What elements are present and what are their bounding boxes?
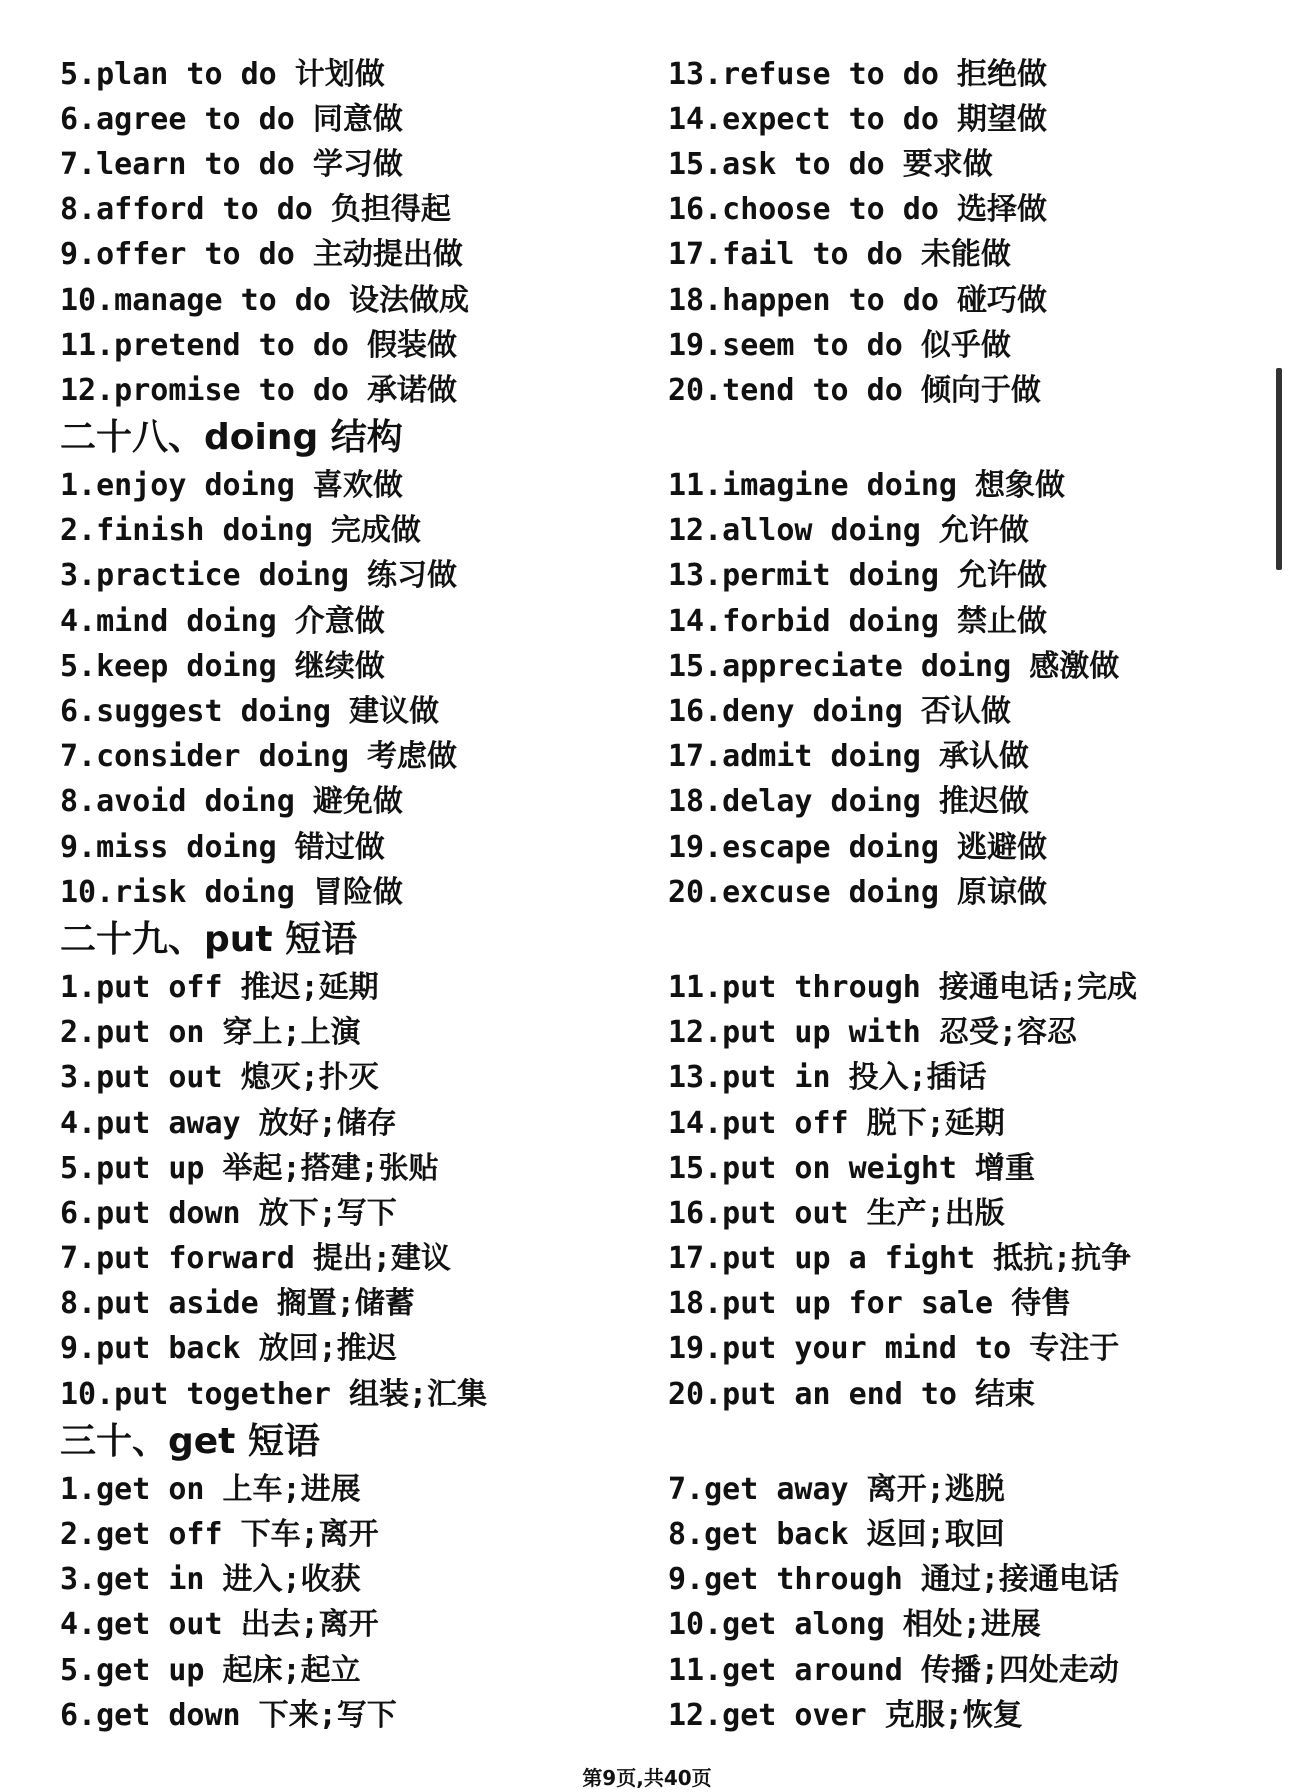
list-item: 14.forbid doing 禁止做 <box>668 603 1047 639</box>
list-item: 13.permit doing 允许做 <box>668 558 1047 594</box>
list-item: 2.get off 下车;离开 <box>60 1517 379 1553</box>
list-item: 1.put off 推迟;延期 <box>60 969 379 1005</box>
list-item: 9.miss doing 错过做 <box>60 829 385 865</box>
phrase-list <box>60 48 1240 1734</box>
list-item: 18.delay doing 推迟做 <box>668 784 1029 820</box>
section-heading-row <box>60 1413 1240 1463</box>
list-item: 11.pretend to do 假装做 <box>60 327 458 363</box>
list-row <box>60 1554 1240 1599</box>
list-item: 9.put back 放回;推迟 <box>60 1331 397 1367</box>
list-item: 12.promise to do 承诺做 <box>60 372 458 408</box>
section <box>60 410 1240 912</box>
list-item: 18.put up for sale 待售 <box>668 1286 1072 1322</box>
list-item: 10.put together 组装;汇集 <box>60 1376 488 1412</box>
list-item: 16.deny doing 否认做 <box>668 694 1011 730</box>
list-row <box>60 505 1240 550</box>
section-heading: 二十九、put 短语 <box>60 918 358 960</box>
list-row <box>60 821 1240 866</box>
list-item: 6.suggest doing 建议做 <box>60 694 439 730</box>
list-row <box>60 866 1240 911</box>
list-item: 9.get through 通过;接通电话 <box>668 1562 1119 1598</box>
list-row <box>60 640 1240 685</box>
list-item: 19.seem to do 似乎做 <box>668 327 1011 363</box>
scrollbar[interactable] <box>1276 368 1282 570</box>
list-row <box>60 685 1240 730</box>
list-row <box>60 1052 1240 1097</box>
list-row <box>60 1323 1240 1368</box>
list-row <box>60 776 1240 821</box>
list-item: 15.appreciate doing 感激做 <box>668 648 1120 684</box>
list-item: 19.put your mind to 专注于 <box>668 1331 1120 1367</box>
list-item: 10.get along 相处;进展 <box>668 1607 1041 1643</box>
list-item: 4.get out 出去;离开 <box>60 1607 379 1643</box>
list-item: 16.choose to do 选择做 <box>668 192 1047 228</box>
list-row <box>60 364 1240 409</box>
list-item: 7.learn to do 学习做 <box>60 146 403 182</box>
list-item: 3.get in 进入;收获 <box>60 1562 361 1598</box>
list-item: 2.put on 穿上;上演 <box>60 1015 361 1051</box>
list-item: 13.refuse to do 拒绝做 <box>668 56 1047 92</box>
list-row <box>60 731 1240 776</box>
list-item: 14.put off 脱下;延期 <box>668 1105 1005 1141</box>
list-item: 1.enjoy doing 喜欢做 <box>60 468 403 504</box>
section-heading: 三十、get 短语 <box>60 1420 320 1462</box>
list-row <box>60 961 1240 1006</box>
list-item: 18.happen to do 碰巧做 <box>668 282 1047 318</box>
list-item: 3.practice doing 练习做 <box>60 558 458 594</box>
list-row <box>60 1007 1240 1052</box>
list-row <box>60 93 1240 138</box>
list-item: 17.admit doing 承认做 <box>668 739 1029 775</box>
list-item: 10.risk doing 冒险做 <box>60 874 403 910</box>
list-row <box>60 1689 1240 1734</box>
list-item: 8.get back 返回;取回 <box>668 1517 1005 1553</box>
list-row <box>60 1463 1240 1508</box>
list-item: 7.get away 离开;逃脱 <box>668 1471 1005 1507</box>
section-heading-row <box>60 911 1240 961</box>
list-item: 11.get around 传播;四处走动 <box>668 1652 1119 1688</box>
list-item: 4.put away 放好;储存 <box>60 1105 397 1141</box>
list-row <box>60 184 1240 229</box>
section <box>60 48 1240 410</box>
list-item: 17.fail to do 未能做 <box>668 237 1011 273</box>
section-heading-row <box>60 410 1240 460</box>
list-item: 6.get down 下来;写下 <box>60 1697 397 1733</box>
list-item: 7.consider doing 考虑做 <box>60 739 458 775</box>
list-item: 15.put on weight 增重 <box>668 1150 1036 1186</box>
list-row <box>60 1644 1240 1689</box>
list-item: 12.put up with 忍受;容忍 <box>668 1015 1077 1051</box>
list-item: 16.put out 生产;出版 <box>668 1195 1005 1231</box>
list-item: 20.put an end to 结束 <box>668 1376 1036 1412</box>
list-item: 5.put up 举起;搭建;张贴 <box>60 1150 439 1186</box>
list-item: 11.imagine doing 想象做 <box>668 468 1066 504</box>
list-row <box>60 138 1240 183</box>
list-row <box>60 595 1240 640</box>
list-item: 8.afford to do 负担得起 <box>60 192 451 228</box>
list-item: 12.allow doing 允许做 <box>668 513 1029 549</box>
page-footer: 第9页,共40页 <box>582 1766 712 1790</box>
list-row <box>60 1097 1240 1142</box>
section-heading: 二十八、doing 结构 <box>60 417 403 458</box>
list-item: 5.plan to do 计划做 <box>60 56 385 92</box>
list-item: 13.put in 投入;插话 <box>668 1060 987 1096</box>
list-row <box>60 1599 1240 1644</box>
list-row <box>60 1142 1240 1187</box>
list-item: 15.ask to do 要求做 <box>668 146 993 182</box>
list-item: 10.manage to do 设法做成 <box>60 282 469 318</box>
list-item: 3.put out 熄灭;扑灭 <box>60 1060 379 1096</box>
list-item: 17.put up a fight 抵抗;抗争 <box>668 1241 1132 1277</box>
list-row <box>60 1368 1240 1413</box>
list-item: 6.put down 放下;写下 <box>60 1195 397 1231</box>
list-item: 5.get up 起床;起立 <box>60 1652 361 1688</box>
list-item: 5.keep doing 继续做 <box>60 648 385 684</box>
list-row <box>60 1187 1240 1232</box>
list-item: 9.offer to do 主动提出做 <box>60 237 463 273</box>
list-item: 1.get on 上车;进展 <box>60 1471 361 1507</box>
list-item: 8.put aside 搁置;储蓄 <box>60 1286 415 1322</box>
list-row <box>60 229 1240 274</box>
list-item: 20.tend to do 倾向于做 <box>668 372 1041 408</box>
list-row <box>60 48 1240 93</box>
list-item: 4.mind doing 介意做 <box>60 603 385 639</box>
section <box>60 911 1240 1413</box>
list-row <box>60 550 1240 595</box>
list-row <box>60 460 1240 505</box>
list-row <box>60 1233 1240 1278</box>
section <box>60 1413 1240 1734</box>
list-item: 20.excuse doing 原谅做 <box>668 874 1047 910</box>
list-item: 11.put through 接通电话;完成 <box>668 969 1137 1005</box>
list-item: 7.put forward 提出;建议 <box>60 1241 451 1277</box>
list-item: 14.expect to do 期望做 <box>668 101 1047 137</box>
list-item: 8.avoid doing 避免做 <box>60 784 403 820</box>
list-row <box>60 1508 1240 1553</box>
list-row <box>60 319 1240 364</box>
list-item: 2.finish doing 完成做 <box>60 513 421 549</box>
list-item: 19.escape doing 逃避做 <box>668 829 1047 865</box>
list-row <box>60 1278 1240 1323</box>
list-item: 12.get over 克服;恢复 <box>668 1697 1023 1733</box>
list-item: 6.agree to do 同意做 <box>60 101 403 137</box>
list-row <box>60 274 1240 319</box>
